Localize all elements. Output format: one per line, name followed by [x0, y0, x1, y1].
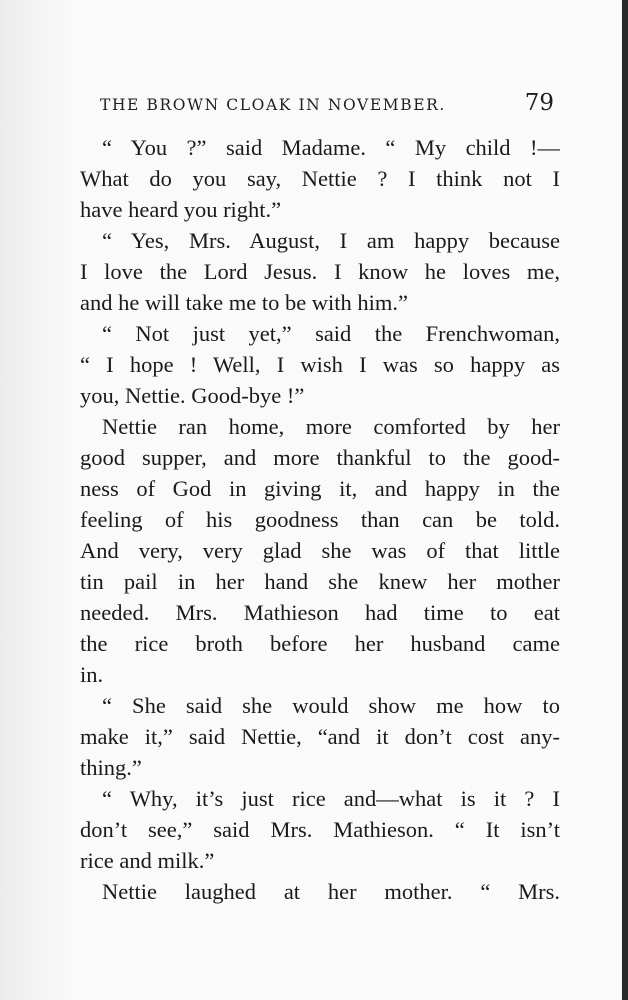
text-line: don’t see,” said Mrs. Mathieson. “ It isn’t — [80, 817, 560, 842]
text-line: ness of God in giving it, and happy in the — [80, 476, 560, 501]
page-number: 79 — [524, 90, 554, 116]
body-text — [80, 132, 560, 907]
page-edge — [622, 0, 628, 1000]
text-line: thing.” — [80, 755, 142, 780]
text-line: Nettie ran home, more comforted by her — [102, 414, 560, 439]
text-line: feeling of his goodness than can be told. — [80, 507, 560, 532]
text-line: I love the Lord Jesus. I know he loves me, — [80, 259, 560, 284]
text-line: tin pail in her hand she knew her mother — [80, 569, 560, 594]
text-line: needed. Mrs. Mathieson had time to eat — [80, 600, 560, 625]
text-line: rice and milk.” — [80, 848, 215, 873]
text-line: “ Not just yet,” said the Frenchwoman, — [102, 321, 560, 346]
text-line: “ I hope ! Well, I wish I was so happy as — [80, 352, 560, 377]
text-line: “ Yes, Mrs. August, I am happy because — [102, 228, 560, 253]
text-line: “ You ?” said Madame. “ My child !— — [102, 135, 560, 160]
text-line: have heard you right.” — [80, 197, 282, 222]
text-line: “ Why, it’s just rice and—what is it ? I — [102, 786, 560, 811]
text-line: in. — [80, 662, 104, 687]
page-header — [100, 90, 560, 120]
text-line: make it,” said Nettie, “and it don’t cost any- — [80, 724, 560, 749]
text-line: you, Nettie. Good-bye !” — [80, 383, 305, 408]
text-line: What do you say, Nettie ? I think not I — [80, 166, 560, 191]
text-line: good supper, and more thankful to the good- — [80, 445, 560, 470]
text-line: and he will take me to be with him.” — [80, 290, 409, 315]
text-line: And very, very glad she was of that little — [80, 538, 560, 563]
text-line: “ She said she would show me how to — [102, 693, 560, 718]
text-line: the rice broth before her husband came — [80, 631, 560, 656]
running-title: THE BROWN CLOAK IN NOVEMBER. — [100, 96, 446, 114]
text-line: Nettie laughed at her mother. “ Mrs. — [102, 879, 560, 904]
